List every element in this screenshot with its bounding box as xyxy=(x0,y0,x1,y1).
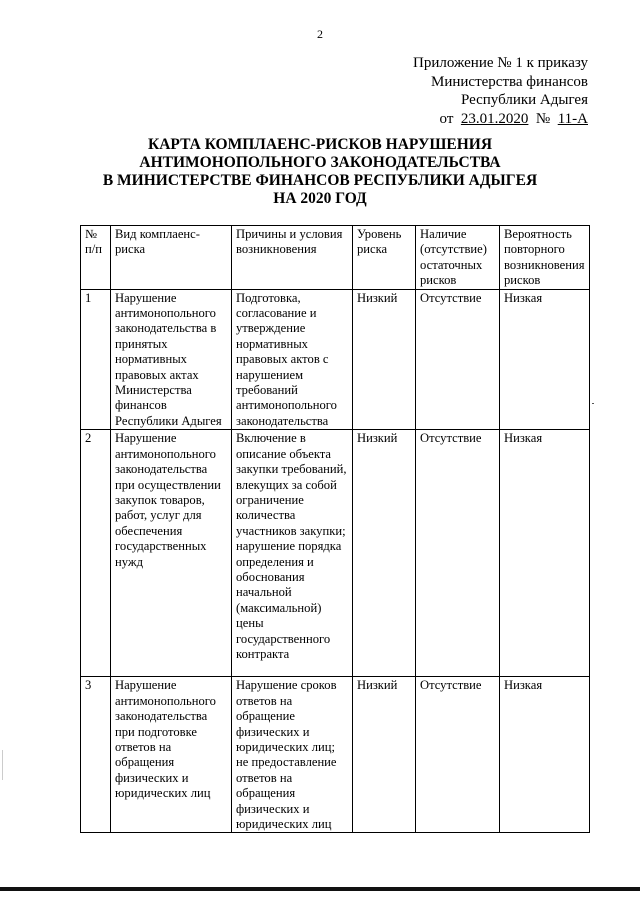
document-title xyxy=(0,136,640,208)
header-probability: Вероятность повторного возникновения рисков xyxy=(500,226,590,290)
header-causes: Причины и условия возникновения xyxy=(232,226,353,290)
header-risk-type: Вид комплаенс-риска xyxy=(111,226,232,290)
row-residual: Отсутствие xyxy=(416,677,500,833)
row-risk-type: Нарушение антимонопольного законодательства в принятых нормативных правовых актах Министерства финансов Республики Адыгея xyxy=(111,289,232,430)
row-risk-level: Низкий xyxy=(353,289,416,430)
row-risk-type: Нарушение антимонопольного законодательства при подготовке ответов на обращения физических и юридических лиц xyxy=(111,677,232,833)
row-causes: Включение в описание объекта закупки требований, влекущих за собой ограничение количества участников закупки; нарушение порядка определения и обоснования начальной (максимальной) цены государственного контракта xyxy=(232,430,353,677)
date-prefix: от xyxy=(439,110,454,127)
row-causes: Нарушение сроков ответов на обращение физических и юридических лиц; не предоставление ответов на обращения физических и юридических лиц xyxy=(232,677,353,833)
row-risk-level: Низкий xyxy=(353,430,416,677)
order-date: 23.01.2020 xyxy=(460,110,529,127)
row-risk-type: Нарушение антимонопольного законодательства при осуществлении закупок товаров, работ, услуг для обеспечения государственных нужд xyxy=(111,430,232,677)
compliance-risk-table xyxy=(80,225,590,833)
row-causes: Подготовка, согласование и утверждение нормативных правовых актов с нарушением требований антимонопольного законодательства xyxy=(232,289,353,430)
scan-speck xyxy=(592,403,594,404)
title-line-2: АНТИМОНОПОЛЬНОГО ЗАКОНОДАТЕЛЬСТВА xyxy=(139,154,501,171)
title-line-3: В МИНИСТЕРСТВЕ ФИНАНСОВ РЕСПУБЛИКИ АДЫГЕЯ xyxy=(102,172,538,189)
row-risk-level: Низкий xyxy=(353,677,416,833)
header-num: № п/п xyxy=(81,226,111,290)
scan-bottom-edge xyxy=(0,887,640,891)
table-row xyxy=(81,430,590,677)
appendix-line-1: Приложение № 1 к приказу xyxy=(413,55,588,71)
row-residual: Отсутствие xyxy=(416,289,500,430)
row-probability: Низкая xyxy=(500,677,590,833)
number-prefix: № xyxy=(535,110,551,127)
row-num: 2 xyxy=(81,430,111,677)
appendix-line-3: Республики Адыгея xyxy=(460,92,588,108)
row-probability: Низкая xyxy=(500,430,590,677)
row-num: 3 xyxy=(81,677,111,833)
row-probability: Низкая xyxy=(500,289,590,430)
table-row xyxy=(81,677,590,833)
header-risk-level: Уровень риска xyxy=(353,226,416,290)
order-number: 11-А xyxy=(557,110,588,127)
row-residual: Отсутствие xyxy=(416,430,500,677)
table-row xyxy=(81,289,590,430)
scan-edge-mark xyxy=(2,750,3,780)
appendix-header xyxy=(413,54,588,128)
appendix-date-line xyxy=(413,110,588,129)
appendix-line-2: Министерства финансов xyxy=(431,73,588,90)
table-header-row xyxy=(81,226,590,290)
header-residual: Наличие (отсутствие) остаточных рисков xyxy=(416,226,500,290)
row-num: 1 xyxy=(81,289,111,430)
page-number: 2 xyxy=(317,27,323,41)
title-line-1: КАРТА КОМПЛАЕНС-РИСКОВ НАРУШЕНИЯ xyxy=(147,136,493,153)
title-line-4: НА 2020 ГОД xyxy=(273,190,367,207)
